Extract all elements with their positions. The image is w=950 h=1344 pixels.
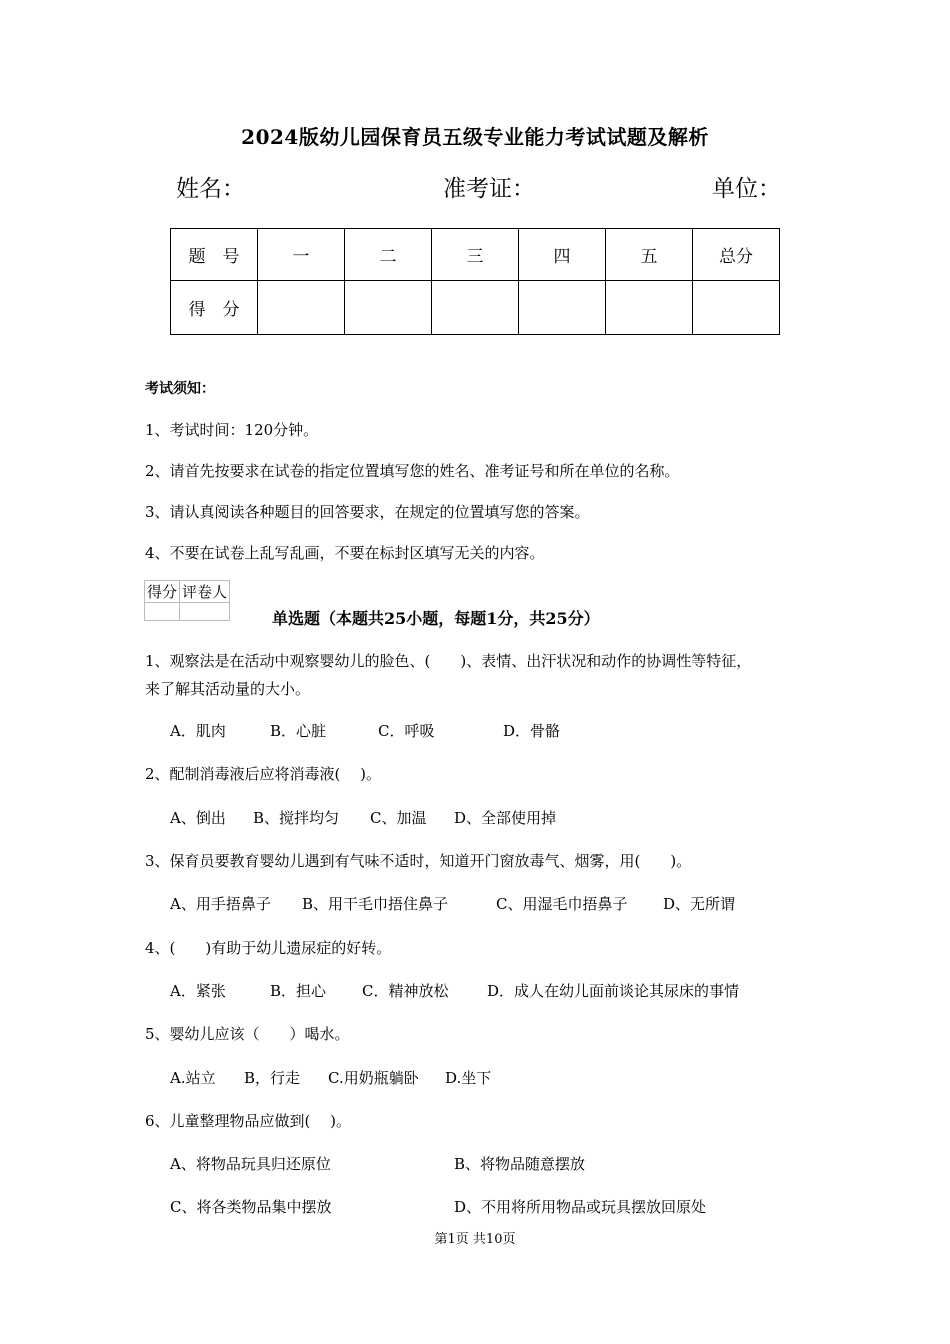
score-table-header-cell: 五 bbox=[606, 229, 693, 281]
score-table-header-cell: 一 bbox=[258, 229, 345, 281]
section-title: 单选题（本题共25小题，每题1分，共25分） bbox=[272, 609, 600, 628]
question-stem: 2、配制消毒液后应将消毒液( )。 bbox=[145, 765, 382, 783]
exam-number-field-label: 准考证： bbox=[443, 176, 535, 202]
grader-score-label: 得分 bbox=[145, 581, 180, 603]
grader-box bbox=[144, 580, 230, 621]
unit-field-label: 单位： bbox=[712, 176, 781, 202]
answer-option: C、加温 bbox=[370, 809, 427, 827]
score-cell bbox=[258, 281, 345, 335]
page-title: 2024版幼儿园保育员五级专业能力考试试题及解析 bbox=[241, 125, 709, 149]
answer-option: C.用奶瓶躺卧 bbox=[328, 1069, 419, 1087]
answer-option: C、将各类物品集中摆放 bbox=[170, 1198, 332, 1216]
score-table-header-label: 题 号 bbox=[171, 229, 258, 281]
answer-option: B．心脏 bbox=[270, 722, 327, 740]
answer-option: A．肌肉 bbox=[170, 722, 226, 740]
score-cell bbox=[345, 281, 432, 335]
answer-option: D、不用将所用物品或玩具摆放回原处 bbox=[454, 1198, 707, 1216]
question-stem: 4、( )有助于幼儿遗尿症的好转。 bbox=[145, 939, 392, 957]
score-table bbox=[170, 228, 780, 335]
answer-option: D．骨骼 bbox=[503, 722, 561, 740]
answer-option: B、用干毛巾捂住鼻子 bbox=[302, 895, 449, 913]
score-table-score-row bbox=[171, 281, 780, 335]
answer-option: C．呼吸 bbox=[378, 722, 435, 740]
score-table-score-label: 得 分 bbox=[171, 281, 258, 335]
question-stem-continued: 来了解其活动量的大小。 bbox=[145, 680, 311, 698]
score-table-header-cell: 四 bbox=[519, 229, 606, 281]
answer-option: C．精神放松 bbox=[362, 982, 449, 1000]
answer-option: D、全部使用掉 bbox=[454, 809, 557, 827]
answer-option: D、无所谓 bbox=[663, 895, 736, 913]
answer-option: D．成人在幼儿面前谈论其尿床的事情 bbox=[487, 982, 740, 1000]
answer-option: A、将物品玩具归还原位 bbox=[170, 1155, 331, 1173]
notice-item: 2、请首先按要求在试卷的指定位置填写您的姓名、准考证号和所在单位的名称。 bbox=[145, 462, 680, 480]
question-stem: 5、婴幼儿应该（ ）喝水。 bbox=[145, 1025, 350, 1043]
score-table-header-cell: 三 bbox=[432, 229, 519, 281]
notice-item: 4、不要在试卷上乱写乱画，不要在标封区填写无关的内容。 bbox=[145, 544, 545, 562]
answer-option: A、用手捂鼻子 bbox=[170, 895, 271, 913]
score-cell bbox=[519, 281, 606, 335]
notice-item: 1、考试时间：120分钟。 bbox=[145, 421, 319, 439]
score-cell bbox=[693, 281, 780, 335]
grader-name-cell bbox=[180, 603, 230, 621]
grader-name-label: 评卷人 bbox=[180, 581, 230, 603]
score-table-header-cell: 二 bbox=[345, 229, 432, 281]
question-stem: 6、儿童整理物品应做到( )。 bbox=[145, 1112, 352, 1130]
answer-option: C、用湿毛巾捂鼻子 bbox=[496, 895, 628, 913]
answer-option: A．紧张 bbox=[170, 982, 226, 1000]
score-cell bbox=[606, 281, 693, 335]
notice-item: 3、请认真阅读各种题目的回答要求，在规定的位置填写您的答案。 bbox=[145, 503, 590, 521]
answer-option: D.坐下 bbox=[445, 1069, 492, 1087]
score-table-header-row bbox=[171, 229, 780, 281]
answer-option: B，行走 bbox=[244, 1069, 301, 1087]
notice-heading: 考试须知： bbox=[145, 381, 215, 397]
answer-option: A、倒出 bbox=[170, 809, 226, 827]
name-field-label: 姓名： bbox=[176, 176, 245, 202]
answer-option: B、将物品随意摆放 bbox=[454, 1155, 586, 1173]
answer-option: A.站立 bbox=[170, 1069, 216, 1087]
page-footer: 第1页 共10页 bbox=[434, 1232, 516, 1247]
question-stem: 3、保育员要教育婴幼儿遇到有气味不适时，知道开门窗放毒气、烟雾，用( )。 bbox=[145, 852, 692, 870]
score-table-header-cell: 总分 bbox=[693, 229, 780, 281]
answer-option: B．担心 bbox=[270, 982, 327, 1000]
question-stem: 1、观察法是在活动中观察婴幼儿的脸色、( )、表情、出汗状况和动作的协调性等特征， bbox=[145, 652, 752, 670]
score-cell bbox=[432, 281, 519, 335]
answer-option: B、搅拌均匀 bbox=[253, 809, 340, 827]
grader-score-cell bbox=[145, 603, 180, 621]
